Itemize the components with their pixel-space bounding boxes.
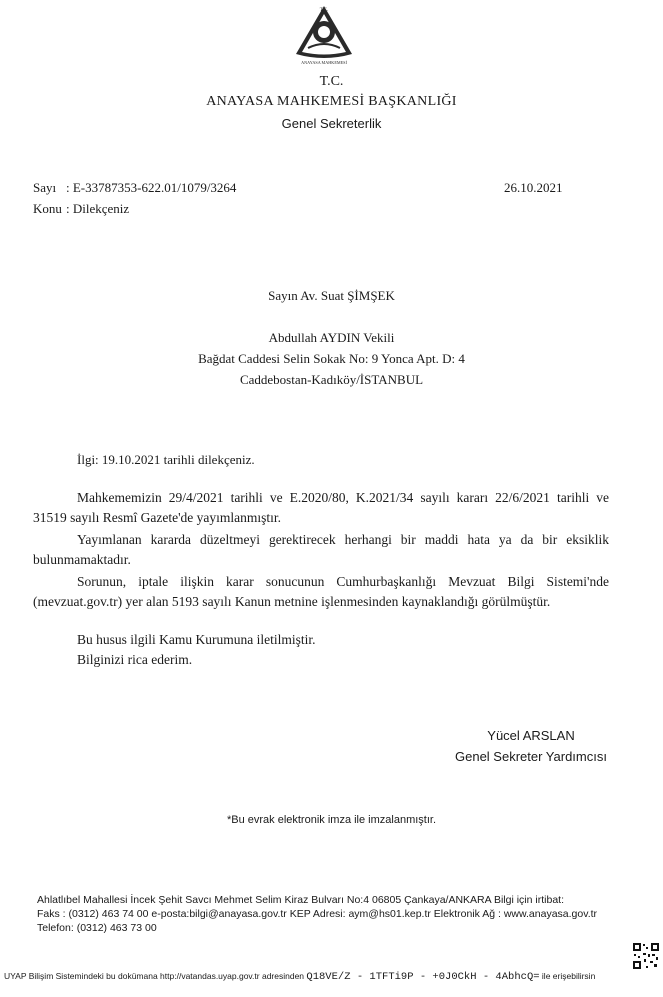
recipient-line-1: Abdullah AYDIN Vekili: [268, 330, 395, 345]
paragraph-4: Bu husus ilgili Kamu Kurumuna iletilmiştir.: [77, 632, 316, 647]
verification-code: Q18VE/Z - 1TFTi9P - +0J0CkH - 4AbhcQ=: [306, 971, 540, 983]
recipient-line-2: Bağdat Caddesi Selin Sokak No: 9 Yonca Apt. D: 4: [198, 351, 465, 366]
qr-code-icon: [632, 942, 660, 970]
ilgi-reference: İlgi: 19.10.2021 tarihli dilekçeniz.: [77, 452, 255, 467]
esignature-note: *Bu evrak elektronik imza ile imzalanmıştır.: [226, 814, 437, 826]
verification-line: [4, 971, 595, 983]
recipient-line-3: Caddebostan-Kadıköy/İSTANBUL: [239, 372, 424, 387]
footer-contacts: Faks : (0312) 463 74 00 e-posta:bilgi@anayasa.gov.tr KEP Adresi: aym@hs01.kep.tr Elektronik Ağ : www.anayasa.gov.tr: [37, 908, 598, 920]
verification-prefix: UYAP Bilişim Sistemindeki bu dokümana http://vatandas.uyap.gov.tr adresinden: [4, 971, 305, 981]
sayi-value: : E-33787353-622.01/1079/3264: [66, 180, 237, 195]
institution-heading: ANAYASA MAHKEMESİ BAŞKANLIĞI: [206, 94, 457, 109]
konu-label: Konu: [33, 201, 62, 216]
sayi-label: Sayı: [33, 180, 57, 195]
document-date: 26.10.2021: [504, 180, 563, 195]
signatory-title: Genel Sekreter Yardımcısı: [455, 749, 607, 764]
paragraph-5: Bilginizi rica ederim.: [77, 652, 193, 667]
court-emblem-logo: [286, 2, 362, 68]
signatory-name: Yücel ARSLAN: [487, 728, 575, 743]
emblem-top-text: T.C.: [319, 8, 329, 13]
emblem-ring-text: ANAYASA MAHKEMESİ: [301, 60, 347, 65]
paragraph-2: Yayımlanan kararda düzeltmeyi gerektirecek herhangi bir maddi hata ya da bir eksiklik bulunmamaktadır.: [33, 532, 609, 567]
paragraph-1: Mahkememizin 29/4/2021 tarihli ve E.2020/80, K.2021/34 sayılı kararı 22/6/2021 tarihli ve 31519 sayılı Resmî Gazete'de yayımlanmıştır.: [33, 490, 609, 525]
footer-address: Ahlatlıbel Mahallesi İncek Şehit Savcı Mehmet Selim Kiraz Bulvarı No:4 06805 Çankaya/ANKARA Bilgi için irtibat:: [37, 894, 564, 906]
unit-heading: Genel Sekreterlik: [281, 116, 382, 131]
footer-phone: Telefon: (0312) 463 73 00: [37, 922, 157, 934]
konu-value: : Dilekçeniz: [66, 201, 130, 216]
verification-suffix: ile erişebilirsin: [541, 971, 596, 981]
paragraph-3: Sorunun, iptale ilişkin karar sonucunun Cumhurbaşkanlığı Mevzuat Bilgi Sistemi'nde (mevzuat.gov.tr) yer alan 5193 sayılı Kanun metnine işlenmesinden kaynaklandığı görülmüştür.: [33, 574, 609, 609]
recipient-salutation: Sayın Av. Suat ŞİMŞEK: [268, 288, 395, 303]
country-heading: T.C.: [319, 74, 344, 89]
